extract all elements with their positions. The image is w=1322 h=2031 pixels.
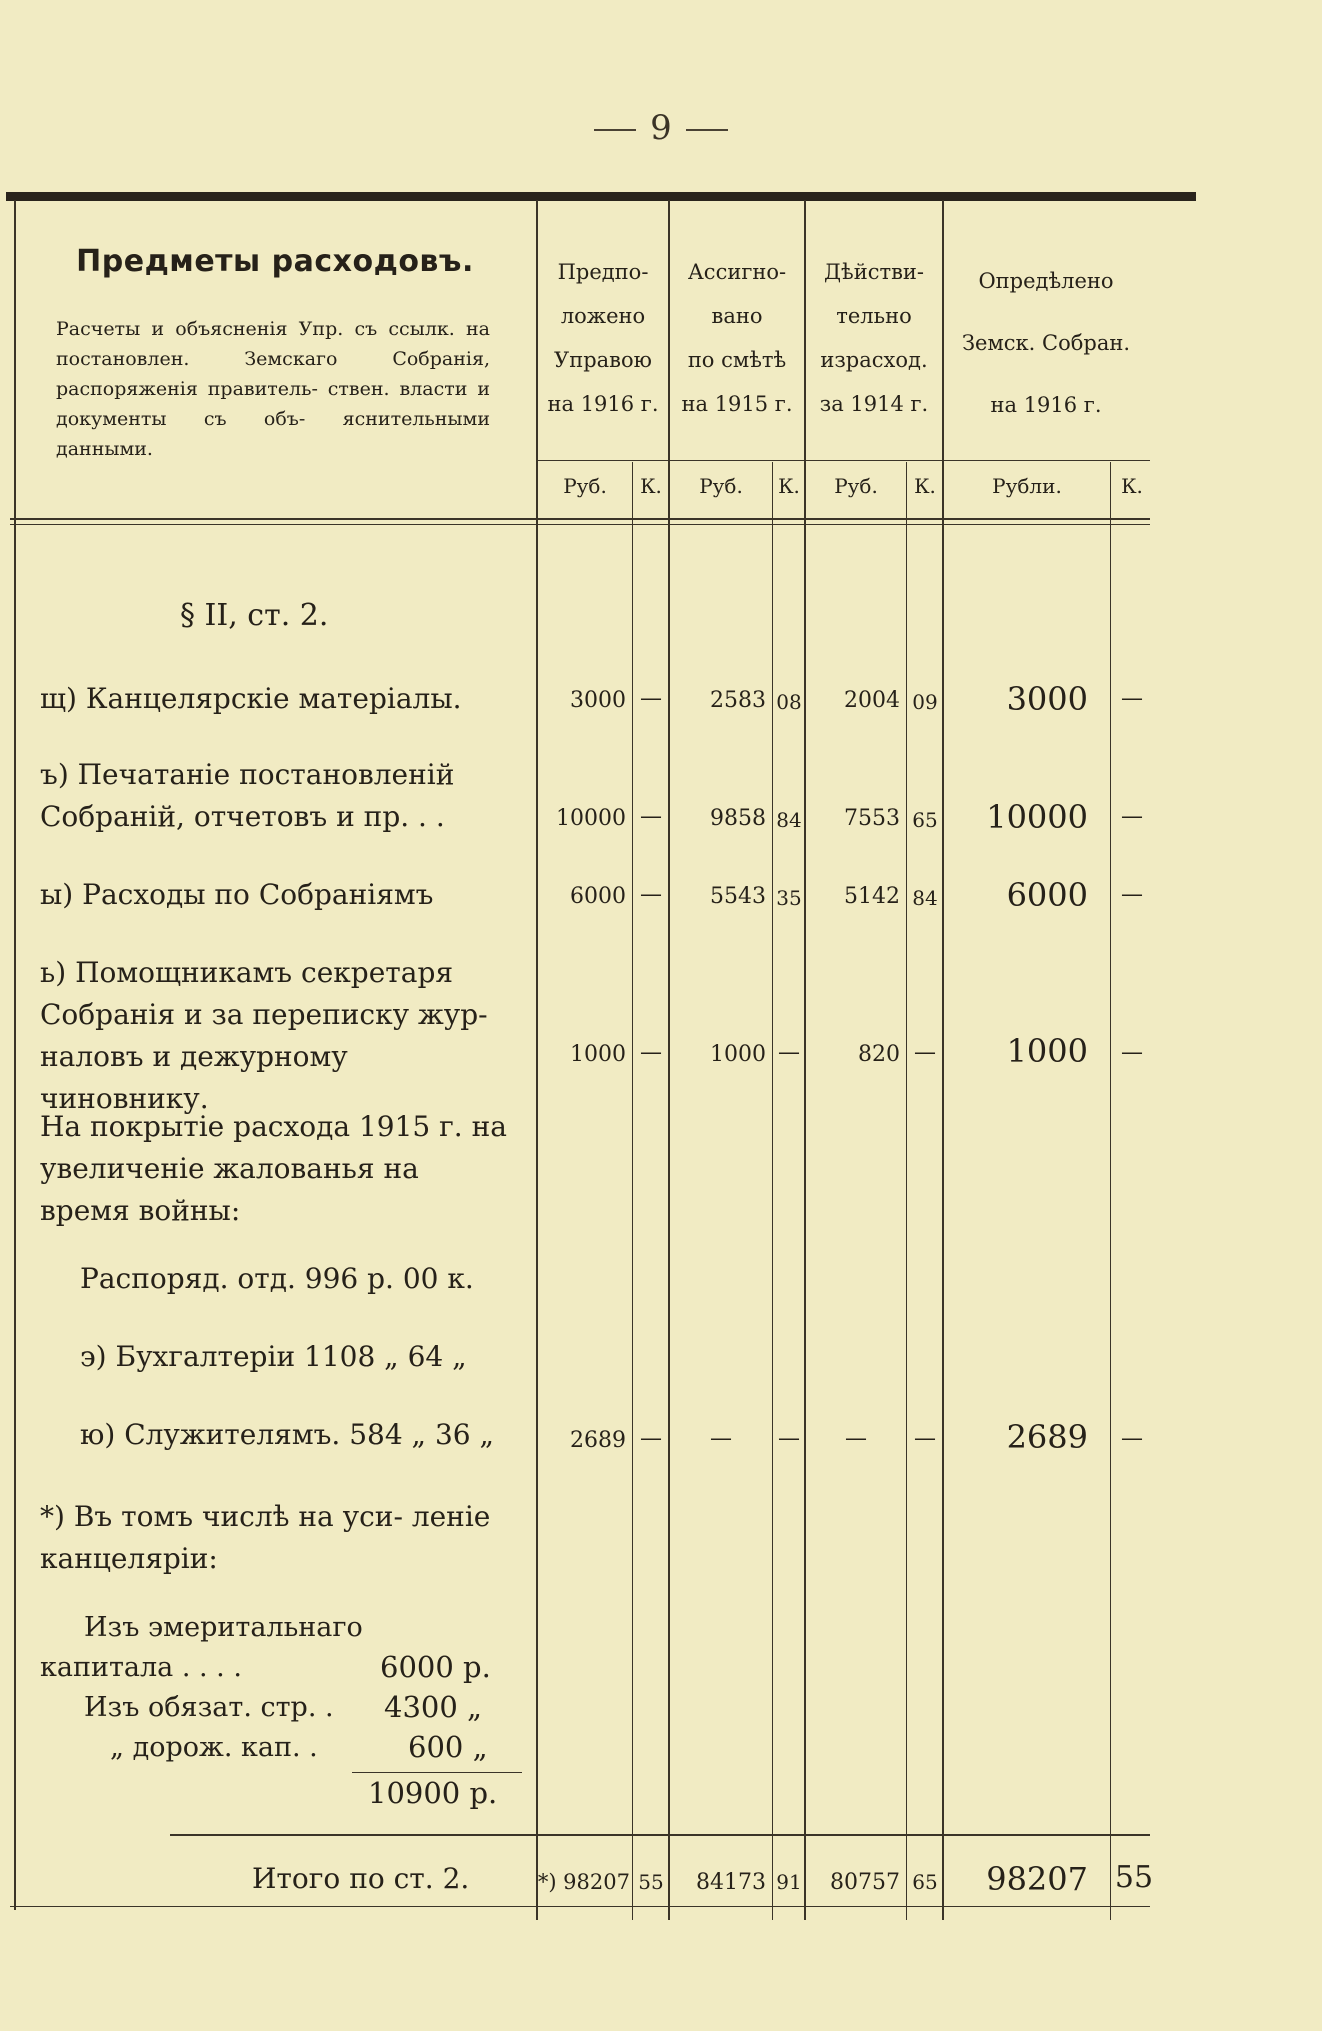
cell: 10000 <box>556 806 626 831</box>
row-label: ъ) Печатаніе постановленій Собраній, отчетовъ и пр. . . <box>40 758 455 833</box>
col-divider <box>668 200 670 1920</box>
footnote-amount: 6000 р. <box>380 1650 491 1684</box>
cell: — <box>640 804 662 829</box>
cell: — <box>640 882 662 907</box>
cell: — <box>778 1426 800 1451</box>
unit-rub: Руб. <box>563 474 607 498</box>
page-number <box>0 108 1322 148</box>
cell: — <box>640 686 662 711</box>
col-divider <box>942 200 944 1920</box>
cell: — <box>710 1426 732 1451</box>
footnote-amount: 600 „ <box>408 1730 488 1764</box>
cell: 65 <box>912 1870 938 1894</box>
col-header-line: на 1916 г. <box>547 392 659 416</box>
cell: 91 <box>776 1870 802 1894</box>
cell: 10000 <box>986 798 1088 836</box>
cell: 09 <box>912 690 938 714</box>
cell: 2689 <box>570 1428 626 1453</box>
cell: 5142 <box>844 884 900 909</box>
col-header-line: Ассигно- <box>687 260 787 284</box>
col-header-line: Дѣйстви- <box>823 260 925 284</box>
kop-divider <box>772 462 773 1920</box>
cell: 08 <box>776 690 802 714</box>
cell: 9858 <box>710 806 766 831</box>
cell: 3000 <box>1006 680 1088 718</box>
cell: 1000 <box>1006 1032 1088 1070</box>
col-header-assigned <box>672 250 802 426</box>
header-title: Предметы расходовъ. <box>76 244 474 279</box>
cell: 55 <box>1114 1860 1154 1895</box>
footnote-line: Изъ обязат. стр. . <box>84 1692 334 1723</box>
cell: 35 <box>776 886 802 910</box>
unit-kop: К. <box>1121 474 1143 498</box>
col-header-line: Управою <box>554 348 652 372</box>
cell: 5543 <box>710 884 766 909</box>
unit-rub: Руб. <box>699 474 743 498</box>
table-top-rule <box>6 192 1196 201</box>
war-note-line: э) Бухгалтеріи 1108 „ 64 „ <box>80 1340 467 1373</box>
cell: 84173 <box>696 1870 766 1895</box>
war-note-intro: На покрытіе расхода 1915 г. на увеличеніе жалованья на время войны: <box>40 1110 507 1227</box>
cell: — <box>845 1426 867 1451</box>
col-header-determined <box>946 250 1146 436</box>
cell: 98207 <box>986 1860 1088 1898</box>
cell: 65 <box>912 808 938 832</box>
cell: 84 <box>776 808 802 832</box>
cell: — <box>914 1040 936 1065</box>
war-note-line: Распоряд. отд. 996 р. 00 к. <box>80 1262 474 1295</box>
section-heading: § II, ст. 2. <box>180 598 329 633</box>
col-header-line: Опредѣлено <box>978 269 1114 293</box>
row-label: ь) Помощникамъ секретаря Собранія и за переписку жур- наловъ и дежурному чиновнику. <box>40 956 488 1115</box>
col-header-line: на 1915 г. <box>681 392 793 416</box>
footnote-line: Изъ эмеритальнаго <box>84 1612 363 1643</box>
col-header-spent <box>808 250 940 426</box>
footnote-amount: 4300 „ <box>384 1690 483 1724</box>
col-header-line: ложено <box>560 304 646 328</box>
cell: 2583 <box>710 688 766 713</box>
unit-rubli: Рубли. <box>992 474 1062 498</box>
row-label: щ) Канцелярскіе матеріалы. <box>40 682 462 715</box>
kop-divider <box>632 462 633 1920</box>
unit-row-rule <box>538 460 1150 461</box>
col-header-proposed <box>540 250 666 426</box>
cell: — <box>1121 804 1143 829</box>
cell: — <box>640 1040 662 1065</box>
cell: 7553 <box>844 806 900 831</box>
totals-label: Итого по ст. 2. <box>252 1862 470 1895</box>
col-header-line: израсход. <box>820 348 928 372</box>
col-header-line: на 1916 г. <box>990 393 1102 417</box>
cell: 55 <box>638 1870 664 1894</box>
col-header-line: Предпо- <box>557 260 649 284</box>
footnote-total: 10900 р. <box>368 1776 498 1810</box>
col-header-line: Земск. Собран. <box>961 331 1131 355</box>
totals-bottom-rule <box>10 1906 1150 1907</box>
cell: *) 98207 <box>537 1870 630 1894</box>
unit-rub: Руб. <box>834 474 878 498</box>
cell: — <box>640 1426 662 1451</box>
header-bottom-rule-2 <box>10 524 1150 525</box>
cell: 80757 <box>830 1870 900 1895</box>
cell: 2004 <box>844 688 900 713</box>
unit-kop: К. <box>640 474 662 498</box>
table-left-border <box>14 200 16 1910</box>
cell: — <box>1121 882 1143 907</box>
header-bottom-rule <box>10 518 1150 520</box>
kop-divider <box>906 462 907 1920</box>
unit-kop: К. <box>778 474 800 498</box>
cell: — <box>778 1040 800 1065</box>
cell: — <box>1121 686 1143 711</box>
war-note-line: ю) Служителямъ. 584 „ 36 „ <box>80 1418 494 1451</box>
footnote-line: капитала . . . . <box>40 1652 242 1683</box>
row-label: ы) Расходы по Собраніямъ <box>40 878 434 911</box>
col-header-line: тельно <box>836 304 912 328</box>
cell: 1000 <box>570 1042 626 1067</box>
footnote-line: „ дорож. кап. . <box>110 1732 318 1763</box>
cell: 3000 <box>570 688 626 713</box>
cell: 1000 <box>710 1042 766 1067</box>
kop-divider <box>1110 462 1111 1920</box>
cell: — <box>914 1426 936 1451</box>
col-divider <box>804 200 806 1920</box>
unit-kop: К. <box>914 474 936 498</box>
cell: 2689 <box>1006 1418 1088 1456</box>
header-description: Расчеты и объясненія Упр. съ ссылк. на постановлен. Земскаго Собранія, распоряженія правитель- ствен. власти и документы съ объ- яснительными данными. <box>56 318 490 460</box>
col-header-line: по смѣтѣ <box>687 348 787 372</box>
totals-top-rule <box>170 1834 1150 1836</box>
footnote-sum-rule <box>352 1772 522 1773</box>
col-header-line: за 1914 г. <box>819 392 929 416</box>
col-header-line: вано <box>711 304 763 328</box>
cell: 6000 <box>570 884 626 909</box>
footnote-intro: *) Въ томъ числѣ на уси- леніе канцеляріи: <box>40 1500 491 1575</box>
cell: 6000 <box>1006 876 1088 914</box>
decorative-dash <box>686 129 728 131</box>
decorative-dash <box>594 129 636 131</box>
cell: — <box>1121 1040 1143 1065</box>
cell: — <box>1121 1426 1143 1451</box>
cell: 820 <box>858 1042 900 1067</box>
col-divider <box>536 200 538 1920</box>
cell: 84 <box>912 886 938 910</box>
page-number-text: 9 <box>650 108 672 148</box>
